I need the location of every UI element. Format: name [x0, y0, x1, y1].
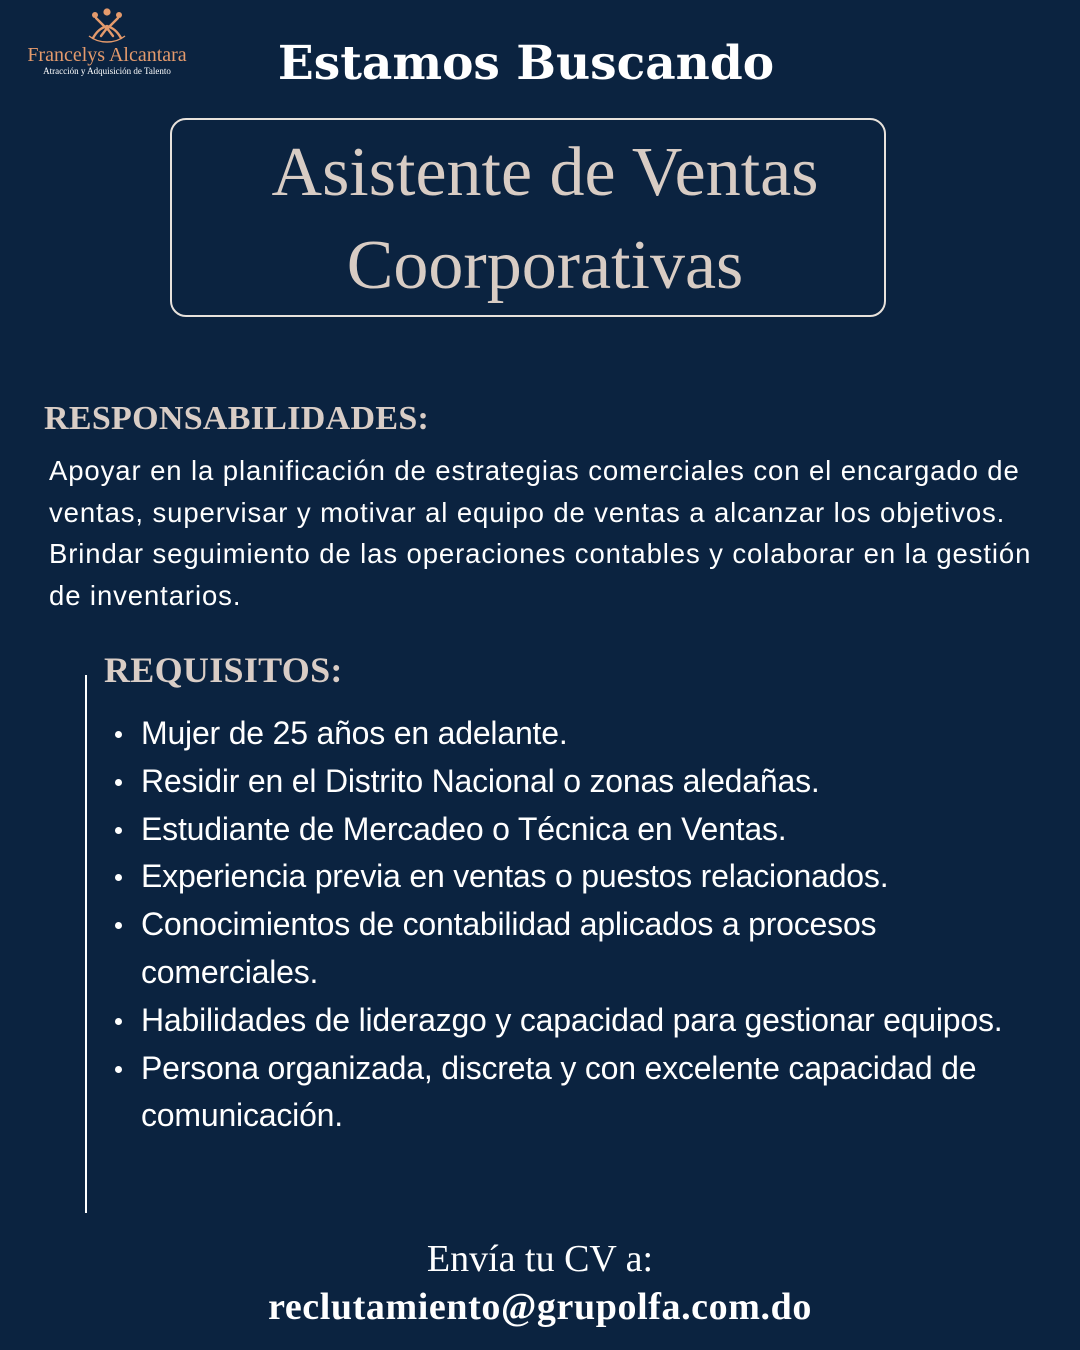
page-headline: Estamos Buscando — [277, 36, 775, 91]
requirement-item: Experiencia previa en ventas o puestos relacionados. — [110, 853, 1010, 901]
requirements-divider — [85, 675, 87, 1213]
responsibilities-heading: RESPONSABILIDADES: — [44, 400, 430, 437]
requirements-heading: REQUISITOS: — [104, 650, 343, 690]
cta-label: Envía tu CV a: — [426, 1238, 654, 1280]
brand-name: Francelys Alcantara — [27, 44, 187, 66]
requirement-item: Conocimientos de contabilidad aplicados a procesos comerciales. — [110, 901, 1010, 997]
brand-tagline: Atracción y Adquisición de Talento — [43, 66, 171, 76]
responsibilities-text: Apoyar en la planificación de estrategias comerciales con el encargado de ventas, supervisar y motivar al equipo de ventas a alcanzar los objetivos. Brindar seguimiento de las operaciones contables y colaborar en la gestión de inventarios. — [49, 455, 1032, 611]
requirements-list — [110, 710, 1010, 1140]
requirement-item: Habilidades de liderazgo y capacidad para gestionar equipos. — [110, 997, 1010, 1045]
contact-email: reclutamiento@grupolfa.com.do — [268, 1286, 812, 1328]
people-group-icon — [85, 6, 129, 44]
requirement-item: Mujer de 25 años en adelante. — [110, 710, 1010, 758]
brand-logo — [12, 6, 202, 77]
job-title-line-1: Asistente de Ventas — [271, 134, 819, 211]
job-title-line-2: Coorporativas — [346, 227, 744, 304]
requirement-item: Residir en el Distrito Nacional o zonas aledañas. — [110, 758, 1010, 806]
job-title — [0, 126, 1080, 312]
requirement-item: Persona organizada, discreta y con excelente capacidad de comunicación. — [110, 1045, 1010, 1141]
requirement-item: Estudiante de Mercadeo o Técnica en Ventas. — [110, 806, 1010, 854]
